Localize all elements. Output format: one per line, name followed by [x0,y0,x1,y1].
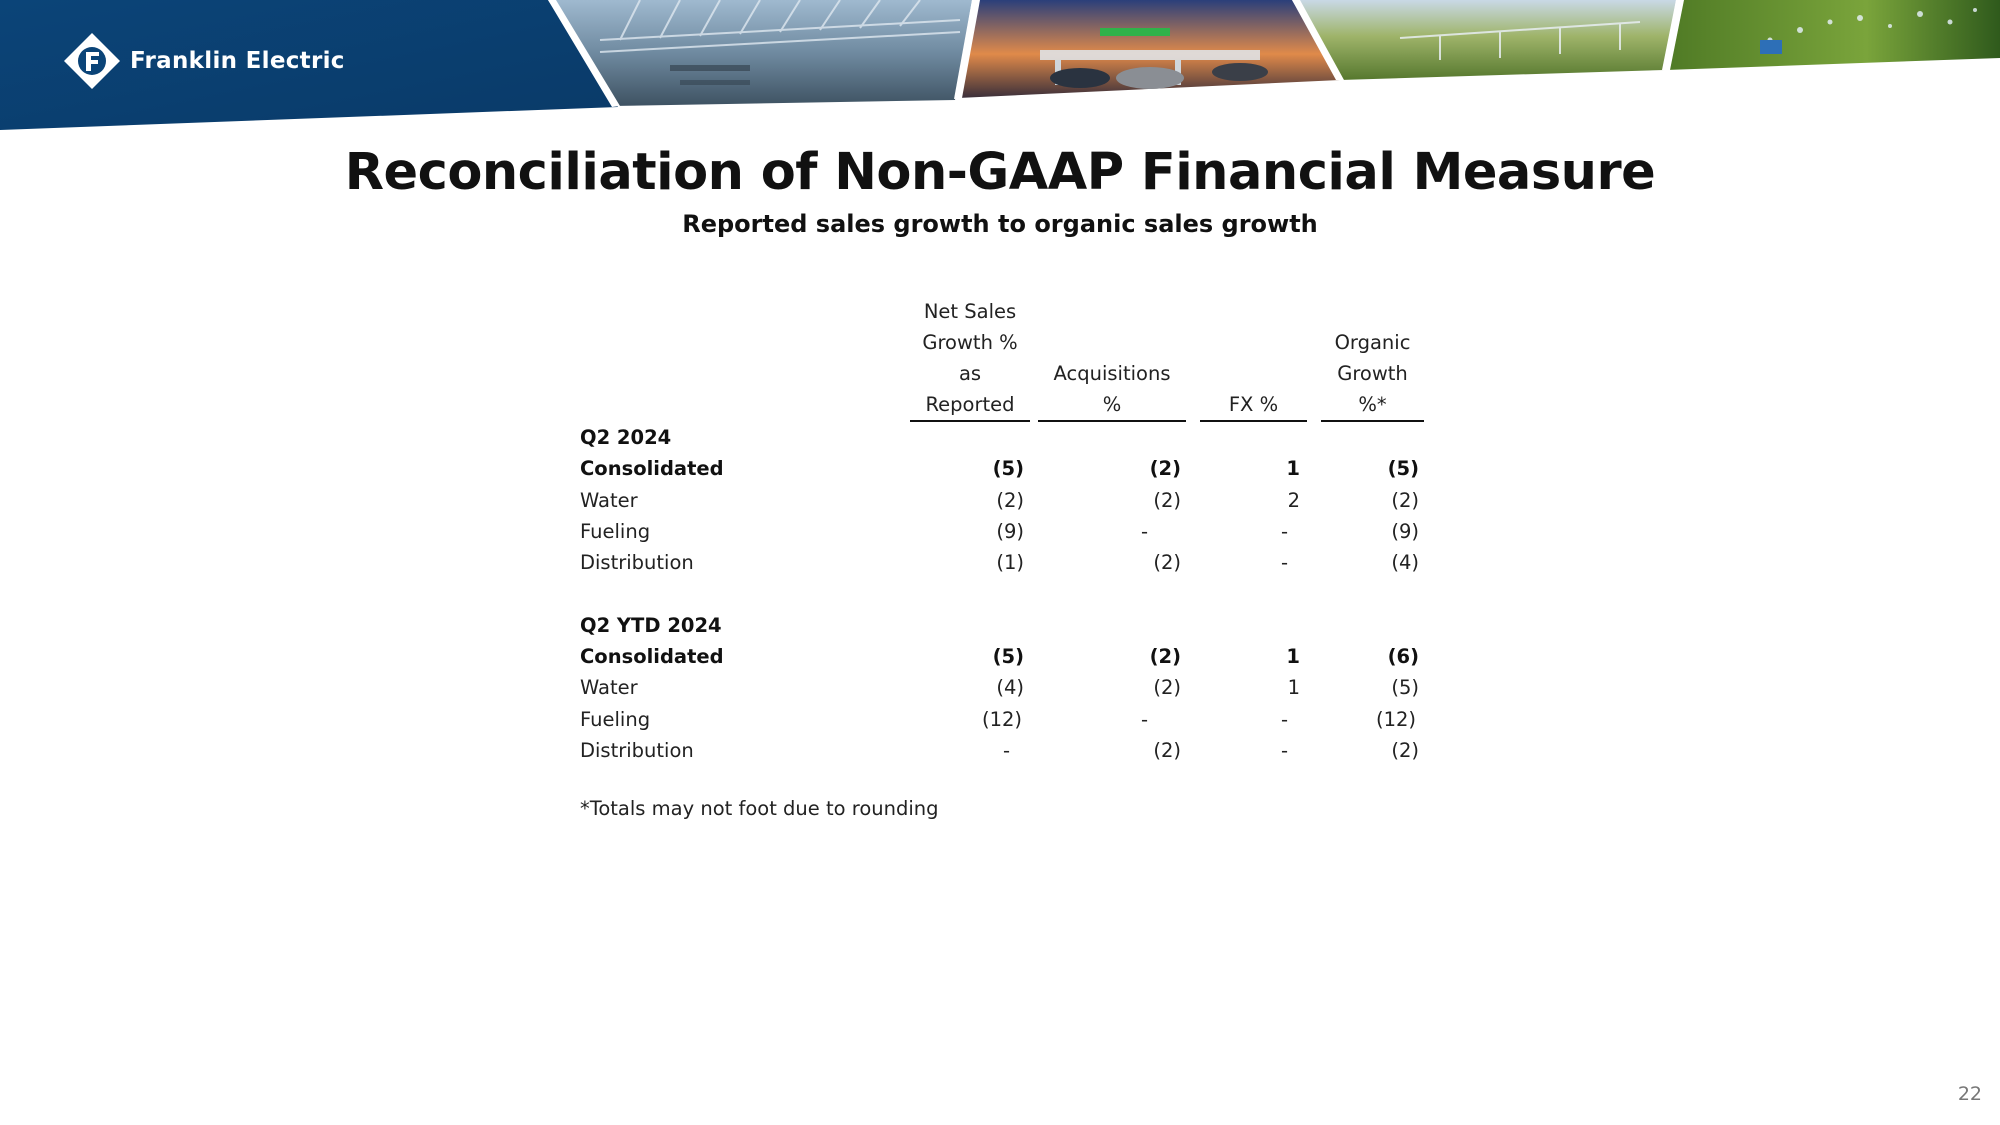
table-row: Consolidated (5) (2) 1 (5) [580,457,1419,481]
section-heading-q2-2024: Q2 2024 [580,426,672,449]
page-subtitle: Reported sales growth to organic sales growth [682,210,1318,238]
table-row: Fueling (12) - - (12) [580,707,1416,731]
brand-name: Franklin Electric [130,48,345,74]
table-row: Distribution - (2) - (2) [580,738,1419,762]
table-row: Consolidated (5) (2) 1 (6) [580,645,1419,669]
section-heading-q2-ytd-2024: Q2 YTD 2024 [580,613,722,637]
column-header-fx: FX % [1200,389,1307,422]
column-header-net-sales: Net Sales Growth % as Reported [910,296,1030,422]
reconciliation-table [580,296,1425,766]
table-header [580,296,1425,422]
table-row: Fueling (9) - - (9) [580,519,1419,543]
table-row: Water (2) (2) 2 (2) [580,488,1419,512]
table-row: Distribution (1) (2) - (4) [580,551,1419,575]
footnote: *Totals may not foot due to rounding [580,797,939,820]
header-banner [0,0,2000,135]
section-spacer [580,578,1425,609]
column-header-organic-growth: Organic Growth %* [1321,327,1424,422]
brand-logo[interactable] [62,30,345,92]
page-title: Reconciliation of Non-GAAP Financial Measure [344,143,1656,202]
table-row: Water (4) (2) 1 (5) [580,676,1419,700]
franklin-diamond-logo-icon [62,31,122,91]
column-header-acquisitions: Acquisitions % [1038,358,1186,422]
page-number: 22 [1957,1083,1982,1105]
